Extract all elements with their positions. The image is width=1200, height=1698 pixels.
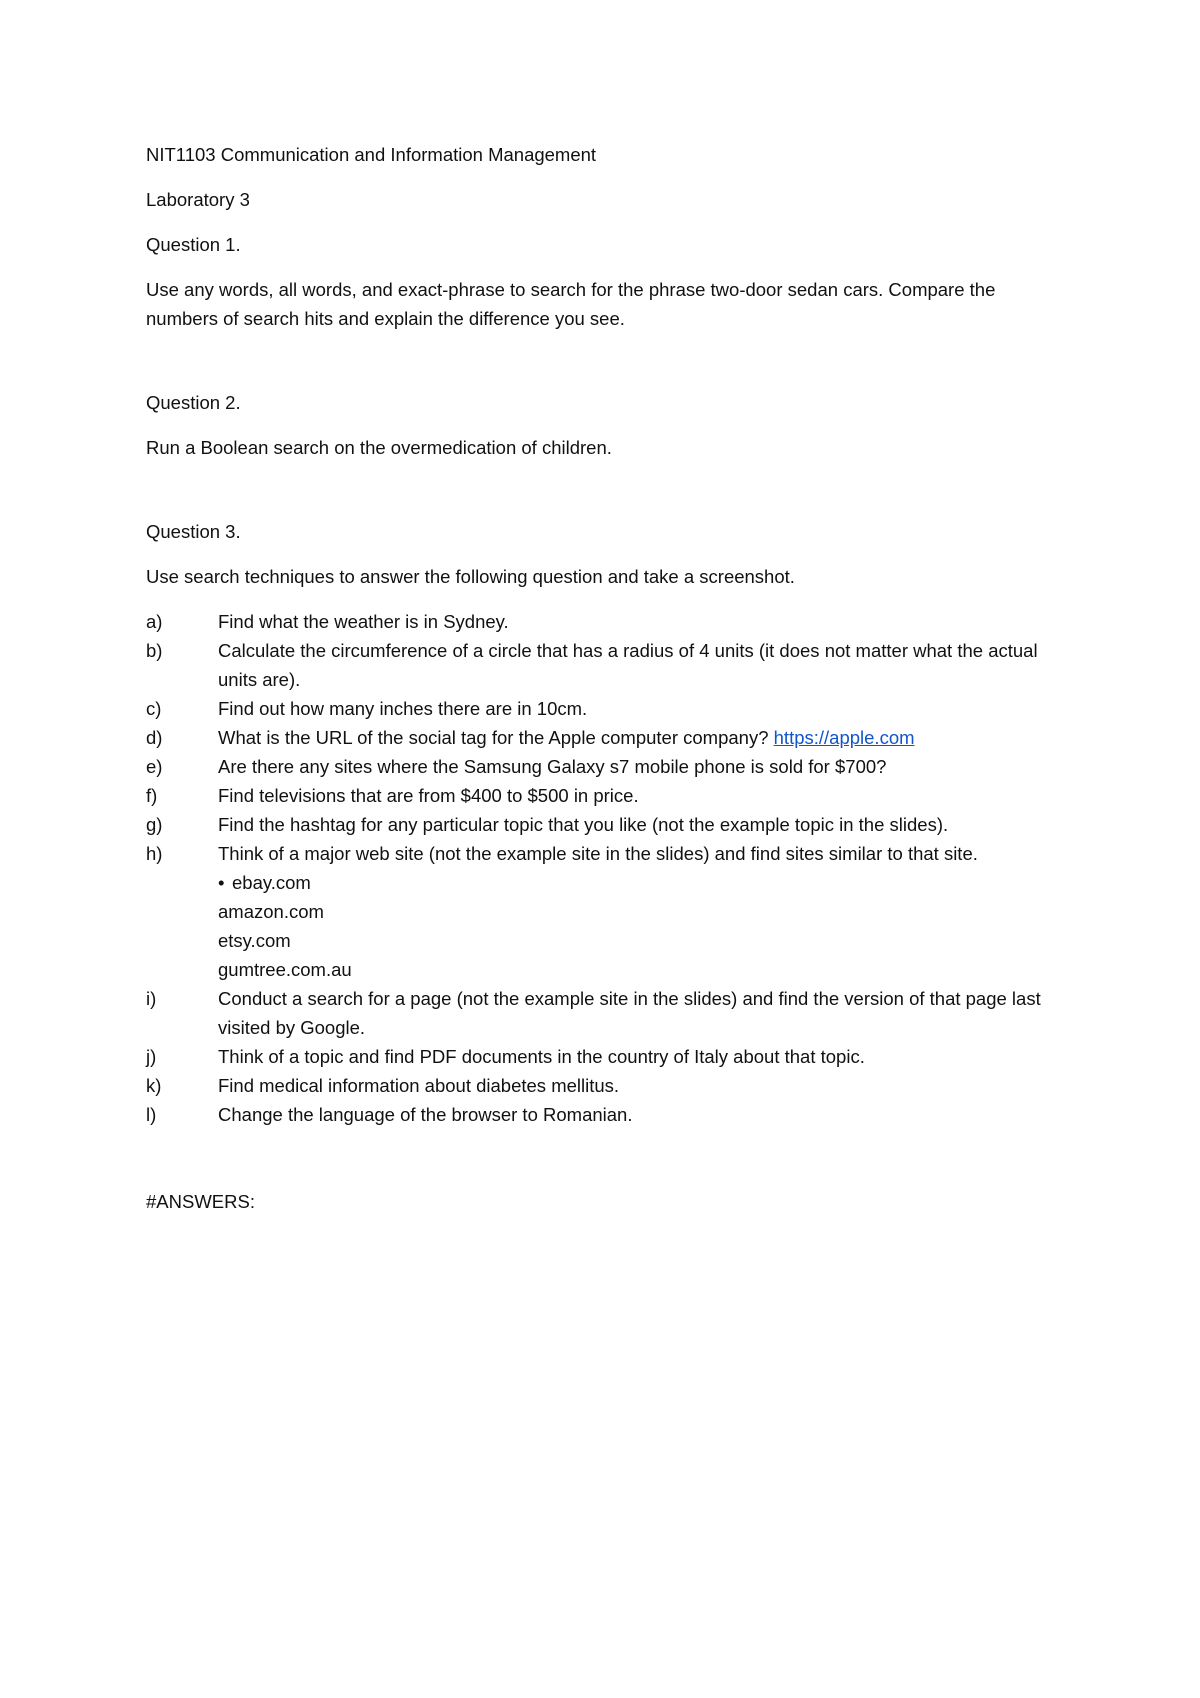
- question-1-heading: Question 1.: [146, 234, 241, 255]
- list-item: [146, 810, 1076, 839]
- list-marker: b): [146, 640, 163, 661]
- list-item: [146, 694, 1076, 723]
- similar-site-item: [218, 955, 1058, 984]
- question-3-heading: Question 3.: [146, 521, 241, 542]
- course-title: NIT1103 Communication and Information Management: [146, 144, 597, 165]
- list-item: [146, 1071, 1076, 1100]
- bullet-icon: •: [218, 872, 225, 893]
- list-item-text: Find medical information about diabetes mellitus.: [218, 1075, 620, 1096]
- answers-heading: #ANSWERS:: [146, 1191, 255, 1212]
- similar-sites-list: [218, 868, 1058, 984]
- list-item-text: Find out how many inches there are in 10cm.: [218, 698, 588, 719]
- question-2-body: Run a Boolean search on the overmedication of children.: [146, 437, 612, 458]
- similar-site-item: [218, 897, 1058, 926]
- list-item-text-with-link: [218, 723, 1058, 752]
- list-item-text: What is the URL of the social tag for the Apple computer company?: [218, 727, 769, 748]
- list-item-text: Think of a topic and find PDF documents in the country of Italy about that topic.: [218, 1046, 865, 1067]
- question-3-list: [146, 607, 1076, 1129]
- similar-site-text: ebay.com: [232, 872, 311, 893]
- list-item-h-block: [218, 839, 1058, 984]
- list-marker: j): [146, 1046, 157, 1067]
- similar-site-text: etsy.com: [218, 930, 291, 951]
- similar-site-item: [218, 926, 1058, 955]
- list-item-text: Find what the weather is in Sydney.: [218, 611, 509, 632]
- list-marker: f): [146, 785, 158, 806]
- list-item: [146, 1042, 1076, 1071]
- list-marker: l): [146, 1104, 157, 1125]
- list-item: [146, 1100, 1076, 1129]
- question-2-heading: Question 2.: [146, 392, 241, 413]
- list-item-text: Change the language of the browser to Romanian.: [218, 1104, 633, 1125]
- apple-url-link[interactable]: https://apple.com: [773, 727, 915, 748]
- list-marker: a): [146, 611, 163, 632]
- list-item: [146, 723, 1076, 752]
- document-page: [146, 140, 1076, 1216]
- list-item-text: Conduct a search for a page (not the example site in the slides) and find the version of that page last visited by Google.: [218, 988, 1041, 1038]
- lab-title: Laboratory 3: [146, 189, 250, 210]
- similar-site-item: [218, 868, 1058, 897]
- similar-site-text: amazon.com: [218, 901, 324, 922]
- list-marker: d): [146, 727, 163, 748]
- list-item-text: Are there any sites where the Samsung Galaxy s7 mobile phone is sold for $700?: [218, 756, 887, 777]
- list-marker: c): [146, 698, 162, 719]
- list-item-text: Find the hashtag for any particular topic that you like (not the example topic in the slides).: [218, 814, 949, 835]
- list-marker: i): [146, 988, 157, 1009]
- list-item: [146, 984, 1076, 1042]
- list-item-text: Find televisions that are from $400 to $500 in price.: [218, 785, 639, 806]
- list-item: [146, 752, 1076, 781]
- list-marker: k): [146, 1075, 162, 1096]
- list-item: [146, 839, 1076, 984]
- question-3-intro: Use search techniques to answer the following question and take a screenshot.: [146, 566, 795, 587]
- list-item-text: Calculate the circumference of a circle that has a radius of 4 units (it does not matter what the actual units are).: [218, 640, 1038, 690]
- list-item: [146, 607, 1076, 636]
- list-item: [146, 781, 1076, 810]
- list-marker: g): [146, 814, 163, 835]
- question-1-body: Use any words, all words, and exact-phrase to search for the phrase two-door sedan cars. Compare the numbers of search hits and explain the difference you see.: [146, 279, 996, 329]
- list-marker: e): [146, 756, 163, 777]
- list-marker: h): [146, 843, 163, 864]
- list-item-text: Think of a major web site (not the example site in the slides) and find sites similar to that site.: [218, 843, 978, 864]
- list-item: [146, 636, 1076, 694]
- similar-site-text: gumtree.com.au: [218, 959, 352, 980]
